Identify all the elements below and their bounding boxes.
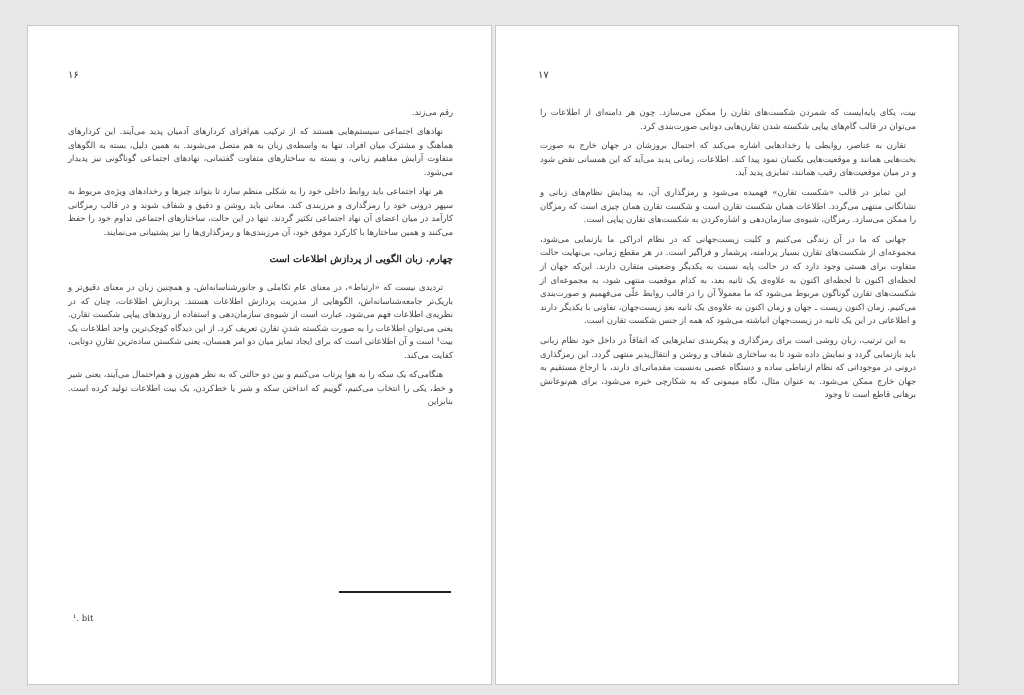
paragraph: نهادهای اجتماعی سیستم‌هایی هستند که از ترکیب هم‌افزای کردارهای آدمیان پدید می‌آیند. این کردارهای هماهنگ و مشترک میان افراد، تنها به واسطه‌ی زبان به هم متصل می‌شوند. به همین دلیل، بسته به الگوهای متفاوت آرایش مفاهیم زبانی، و بسته به ساختارهای متفاوت گفتمانی، نهادهای اجتماعی گوناگونی نیز پدیدار می‌شود. [68, 126, 453, 177]
page-number: ۱۶ [68, 70, 79, 81]
paragraph: هر نهاد اجتماعی باید روابط داخلی خود را به شکلی منظم سازد تا بتواند چیزها و رخدادهای ویژه‌ی مربوط به سپهر درونی خود را رمزگذاری و مرزبندی کند. معانی باید روشن و دقیق و شفاف شوند و در قالب رمزگانی کارآمد در میان اعضای آن نهاد اجتماعی تکثیر گردند. تنها در این حالت، ساختارهای اجتماعی تداوم خود را حفظ می‌کنند و همین ساختارها با کارکرد موفق خود، آن مرزبندی‌ها و رمزگذاری‌ها را نیز پشتیبانی می‌نمایند. [68, 185, 453, 237]
document-page-left [27, 25, 492, 685]
paragraph: تردیدی نیست که «ارتباط»، در معنای عام تکاملی و جانورشناسانه‌اش، و همچنین زبان در معنای دقیق‌تر و باریک‌تر جامعه‌شناسانه‌اش، الگوهایی از مدیریت پردازش اطلاعات هستند. پردازش اطلاعات، چنان که در نظریه‌ی اطلاعات فهم می‌شود، عبارت است از شیوه‌ی سازمان‌دهی و استفاده از روندهای پیاپی شکست تقارن. یعنی می‌توان اطلاعات را به صورت شکسته شدنِ تقارن تعریف کرد. از این دیدگاه کوچک‌ترین واحد اطلاعات یک بیت¹ است و آن اطلاعاتی است که برای ایجاد تمایز میان دو امر همسان، یعنی شکستن ساده‌ترین تقارنِ دوتایی، کفایت می‌کند. [68, 281, 453, 360]
paragraph: هنگامی‌که یک سکه را به هوا پرتاب می‌کنیم و بین دو حالتی که به نظر هم‌وزن و هم‌احتمال می‌آیند، یعنی شیر و خط، یکی را انتخاب می‌کنیم، گوییم که انداختن سکه و شیر یا خط‌کردن، یک بیت اطلاعات تولید کرده است. بنابراین [68, 369, 453, 407]
footnote-separator [339, 591, 451, 593]
page-body [540, 106, 916, 408]
page-number: ۱۷ [538, 70, 549, 81]
paragraph: بیت، یکای پایه‌ایست که شمردن شکست‌های تقارن را ممکن می‌سازد. چون هر دامنه‌ای از اطلاعات را می‌توان در قالب گام‌های پیاپی شکسته شدن تقارن‌هایی دوتایی صورت‌بندی کرد. [540, 107, 916, 131]
paragraph: رقم می‌زند. [411, 107, 453, 117]
paragraph: تقارن به عناصر، روابطی یا رخدادهایی اشاره می‌کند که احتمال بروزشان در جهان خارج به صورت بخت‌هایی همانند و موقعیت‌هایی یکسان نمود پیدا کند. اطلاعات، زمانی پدید می‌آید که این همسانی نقض شود و در میان موقعیت‌های رقیب همانند، تمایزی پدید آید. [540, 140, 916, 178]
section-heading: چهارم. زبان الگویی از پردازش اطلاعات است [269, 254, 453, 266]
paragraph: جهانی که ما در آن زندگی می‌کنیم و کلیت زیست‌جهانی که در نظام ادراکی ما بازنمایی می‌شود، مجموعه‌ای از شکست‌های تقارن بسیار پردامنه، پرشمار و فراگیر است. در هر مقطع زمانی، بی‌نهایت حالت متفاوت برای هستی وجود دارد که در حالت پایه نسبت به یکدیگر وضعیتی متقارن دارند. این‌که جهان از لحظه‌ای اکنون تا لحظه‌ای اکنون به علاوه‌ی یک ثانیه بعد، به کدام موقعیت منتهی شود، به مجموعه‌ای از شکست‌های تقارن گوناگون مربوط می‌شود که ما معمولاً آن را در قالب روابط علّی می‌فهمیم و صورت‌بندی می‌کنیم. زمان اکنون زیست ـ جهان و زمان اکنون به علاوه‌ی یک ثانیه بعدِ زیست‌جهان، تفاوتی با یکدیگر دارند و اطلاعاتی در این یک ثانیه در زیست‌جهان انباشته می‌شود که همه از جنس شکست تقارن است. [540, 233, 916, 326]
paragraph: این تمایز در قالب «شکست تقارن» فهمیده می‌شود و رمزگذاری آن، به پیدایش نظام‌های زبانی و نشانگانی منتهی می‌گردد. اطلاعات همان شکست تقارن است و شکست تقارن همان چیزی است که رمزگان را ممکن می‌سازد. رمزگان، شیوه‌ی سازمان‌دهی و اشاره‌کردن به شکست‌های تقارن پیاپی است. [540, 186, 916, 225]
page-body [68, 106, 453, 414]
footnote: ¹. bit [73, 614, 94, 624]
paragraph: به این ترتیب، زبان روشی است برای رمزگذاری و پیکربندی تمایزهایی که اتفاقاً در داخل خود نظام زبانی باید بازنمایی گردد و نمایش داده شود تا به ساختاری شفاف و روشن و انتقال‌پذیر منتهی گردد. این رمزگذاری درونی در موجوداتی که نظام ارتباطی ساده و دستگاه عصبی به‌نسبت مقدماتی‌ای دارند، با ارجاع مستقیم به جهان خارج ممکن می‌شود. به عنوان مثال، نگاه میمونی که به شکارچی خیره می‌شود، برای هم‌نوعانش برهانی قاطع است تا وجود [540, 334, 916, 400]
document-page-right [495, 25, 959, 685]
